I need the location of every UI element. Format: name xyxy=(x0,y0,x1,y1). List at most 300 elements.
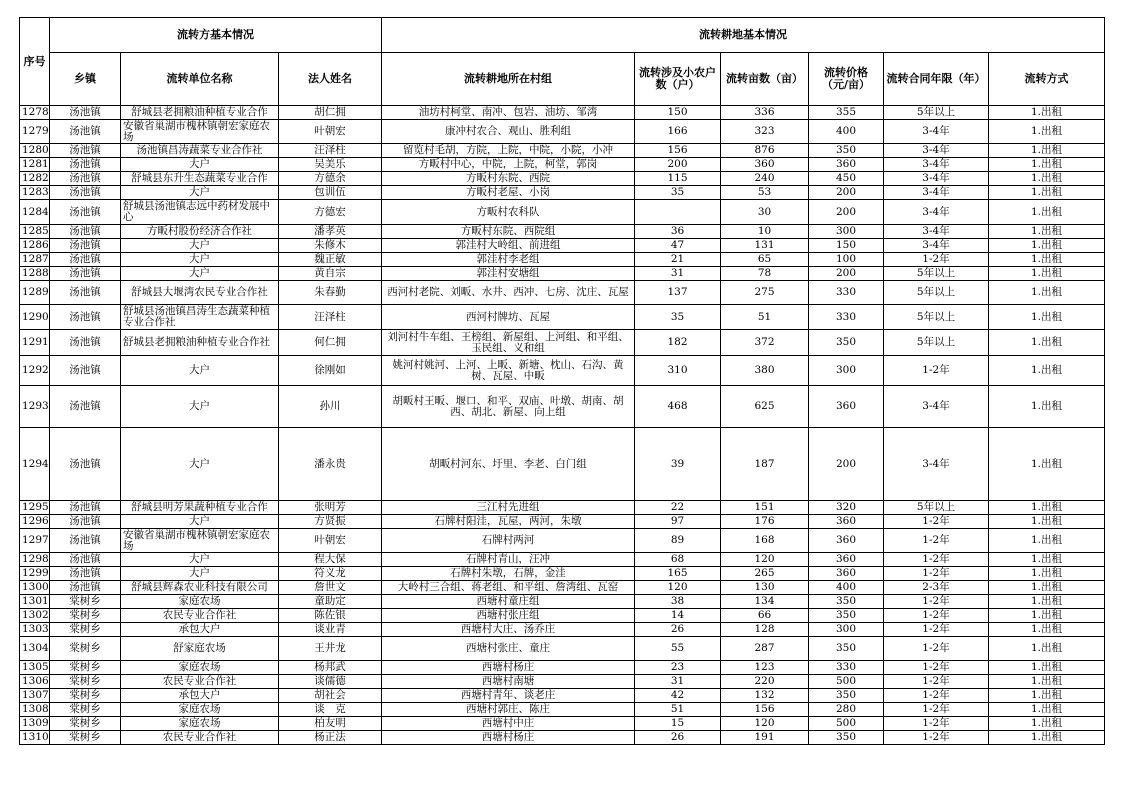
table-row xyxy=(20,120,1105,144)
unit-name-cell: 农民专业合作社 xyxy=(121,731,279,745)
unit-name-cell: 汤池镇昌涛蔬菜专业合作社 xyxy=(121,144,279,158)
town-cell: 汤池镇 xyxy=(50,356,121,386)
unit-name-cell: 大户 xyxy=(121,158,279,172)
area-cell: 360 xyxy=(721,158,809,172)
row-number: 1307 xyxy=(20,689,50,703)
table-row xyxy=(20,356,1105,386)
price-cell: 450 xyxy=(809,172,884,186)
area-cell: 380 xyxy=(721,356,809,386)
location-cell: 方畈村农科队 xyxy=(382,200,635,225)
legal-person-cell: 方德宏 xyxy=(279,200,382,225)
row-number: 1305 xyxy=(20,661,50,675)
town-cell: 汤池镇 xyxy=(50,186,121,200)
town-cell: 棠树乡 xyxy=(50,595,121,609)
town-cell: 棠树乡 xyxy=(50,703,121,717)
row-number: 1306 xyxy=(20,675,50,689)
table-row xyxy=(20,553,1105,567)
unit-name-cell: 方畈村股份经济合作社 xyxy=(121,225,279,239)
legal-person-cell: 杨邦武 xyxy=(279,661,382,675)
unit-name-cell: 舒城县老拥粮油种植专业合作社 xyxy=(121,330,279,356)
price-cell: 350 xyxy=(809,609,884,623)
households-cell: 21 xyxy=(635,253,721,267)
price-cell: 350 xyxy=(809,637,884,661)
area-cell: 30 xyxy=(721,200,809,225)
price-cell: 400 xyxy=(809,120,884,144)
method-cell: 1.出租 xyxy=(989,106,1105,120)
area-cell: 336 xyxy=(721,106,809,120)
unit-name-cell: 农民专业合作社 xyxy=(121,675,279,689)
row-number: 1294 xyxy=(20,428,50,501)
term-cell: 1-2年 xyxy=(884,637,989,661)
unit-name-cell: 大户 xyxy=(121,515,279,529)
method-cell: 1.出租 xyxy=(989,281,1105,305)
row-number: 1303 xyxy=(20,623,50,637)
households-cell: 42 xyxy=(635,689,721,703)
location-cell: 西河村牌坊、瓦屋 xyxy=(382,305,635,330)
area-cell: 275 xyxy=(721,281,809,305)
town-cell: 汤池镇 xyxy=(50,428,121,501)
households-cell: 39 xyxy=(635,428,721,501)
price-cell: 360 xyxy=(809,553,884,567)
row-number: 1301 xyxy=(20,595,50,609)
col-header-area: 流转亩数（亩） xyxy=(721,53,809,106)
location-cell: 西塘村杨庄 xyxy=(382,731,635,745)
households-cell: 31 xyxy=(635,267,721,281)
households-cell: 15 xyxy=(635,717,721,731)
price-cell: 330 xyxy=(809,305,884,330)
unit-name-cell: 承包大户 xyxy=(121,623,279,637)
legal-person-cell: 黄自宗 xyxy=(279,267,382,281)
method-cell: 1.出租 xyxy=(989,428,1105,501)
area-cell: 120 xyxy=(721,553,809,567)
legal-person-cell: 胡社会 xyxy=(279,689,382,703)
town-cell: 汤池镇 xyxy=(50,200,121,225)
table-row xyxy=(20,267,1105,281)
unit-name-cell: 家庭农场 xyxy=(121,595,279,609)
legal-person-cell: 何仁拥 xyxy=(279,330,382,356)
row-number: 1299 xyxy=(20,567,50,581)
price-cell: 200 xyxy=(809,200,884,225)
price-cell: 350 xyxy=(809,689,884,703)
method-cell: 1.出租 xyxy=(989,689,1105,703)
term-cell: 1-2年 xyxy=(884,356,989,386)
town-cell: 汤池镇 xyxy=(50,225,121,239)
unit-name-cell: 安徽省巢湖市槐林镇朝宏家庭农场 xyxy=(121,120,279,144)
term-cell: 3-4年 xyxy=(884,158,989,172)
method-cell: 1.出租 xyxy=(989,120,1105,144)
term-cell: 1-2年 xyxy=(884,253,989,267)
method-cell: 1.出租 xyxy=(989,330,1105,356)
method-cell: 1.出租 xyxy=(989,703,1105,717)
method-cell: 1.出租 xyxy=(989,305,1105,330)
transferor-group-header: 流转方基本情况 xyxy=(50,18,382,53)
legal-person-cell: 詹世文 xyxy=(279,581,382,595)
table-row xyxy=(20,158,1105,172)
price-cell: 150 xyxy=(809,239,884,253)
unit-name-cell: 舒城县大堰湾农民专业合作社 xyxy=(121,281,279,305)
method-cell: 1.出租 xyxy=(989,515,1105,529)
term-cell: 1-2年 xyxy=(884,609,989,623)
row-number: 1295 xyxy=(20,501,50,515)
col-header-town: 乡镇 xyxy=(50,53,121,106)
term-cell: 1-2年 xyxy=(884,623,989,637)
households-cell: 182 xyxy=(635,330,721,356)
legal-person-cell: 童助定 xyxy=(279,595,382,609)
town-cell: 汤池镇 xyxy=(50,553,121,567)
row-number: 1309 xyxy=(20,717,50,731)
method-cell: 1.出租 xyxy=(989,623,1105,637)
col-header-method: 流转方式 xyxy=(989,53,1105,106)
table-row xyxy=(20,637,1105,661)
town-cell: 汤池镇 xyxy=(50,253,121,267)
town-cell: 汤池镇 xyxy=(50,281,121,305)
method-cell: 1.出租 xyxy=(989,581,1105,595)
unit-name-cell: 家庭农场 xyxy=(121,703,279,717)
legal-person-cell: 吴美乐 xyxy=(279,158,382,172)
location-cell: 刘河村牛车组、王榜组、新屋组、上河组、和平组、玉民组、义和组 xyxy=(382,330,635,356)
row-number: 1280 xyxy=(20,144,50,158)
legal-person-cell: 方德余 xyxy=(279,172,382,186)
town-cell: 棠树乡 xyxy=(50,675,121,689)
area-cell: 176 xyxy=(721,515,809,529)
legal-person-cell: 陈佐银 xyxy=(279,609,382,623)
row-number: 1300 xyxy=(20,581,50,595)
households-cell: 97 xyxy=(635,515,721,529)
price-cell: 330 xyxy=(809,661,884,675)
households-cell: 51 xyxy=(635,703,721,717)
area-cell: 120 xyxy=(721,717,809,731)
location-cell: 胡畈村王畈、堰口、和平、双庙、叶墩、胡南、胡西、胡北、新屋、向上组 xyxy=(382,386,635,428)
method-cell: 1.出租 xyxy=(989,267,1105,281)
price-cell: 360 xyxy=(809,529,884,553)
households-cell: 468 xyxy=(635,386,721,428)
row-number: 1302 xyxy=(20,609,50,623)
area-cell: 220 xyxy=(721,675,809,689)
row-number: 1285 xyxy=(20,225,50,239)
location-cell: 石牌村阳洼，瓦屋，两河，朱墩 xyxy=(382,515,635,529)
area-cell: 134 xyxy=(721,595,809,609)
term-cell: 2-3年 xyxy=(884,581,989,595)
town-cell: 汤池镇 xyxy=(50,120,121,144)
price-cell: 350 xyxy=(809,330,884,356)
town-cell: 汤池镇 xyxy=(50,106,121,120)
term-cell: 3-4年 xyxy=(884,144,989,158)
term-cell: 3-4年 xyxy=(884,172,989,186)
town-cell: 棠树乡 xyxy=(50,731,121,745)
term-cell: 1-2年 xyxy=(884,675,989,689)
area-cell: 65 xyxy=(721,253,809,267)
row-number: 1304 xyxy=(20,637,50,661)
location-cell: 石牌村朱墩，石牌，金洼 xyxy=(382,567,635,581)
legal-person-cell: 魏正敏 xyxy=(279,253,382,267)
col-header-term: 流转合同年限（年） xyxy=(884,53,989,106)
households-cell: 310 xyxy=(635,356,721,386)
legal-person-cell: 徐刚如 xyxy=(279,356,382,386)
legal-person-cell: 方贤振 xyxy=(279,515,382,529)
town-cell: 棠树乡 xyxy=(50,637,121,661)
legal-person-cell: 孙川 xyxy=(279,386,382,428)
table-row xyxy=(20,717,1105,731)
location-cell: 留览村毛胡，方院，上院，中院，小院，小冲 xyxy=(382,144,635,158)
term-cell: 3-4年 xyxy=(884,200,989,225)
town-cell: 汤池镇 xyxy=(50,172,121,186)
table-row xyxy=(20,281,1105,305)
unit-name-cell: 大户 xyxy=(121,186,279,200)
town-cell: 汤池镇 xyxy=(50,567,121,581)
area-cell: 128 xyxy=(721,623,809,637)
area-cell: 372 xyxy=(721,330,809,356)
table-row xyxy=(20,225,1105,239)
row-number: 1310 xyxy=(20,731,50,745)
area-cell: 130 xyxy=(721,581,809,595)
households-cell: 47 xyxy=(635,239,721,253)
households-cell: 200 xyxy=(635,158,721,172)
area-cell: 66 xyxy=(721,609,809,623)
term-cell: 3-4年 xyxy=(884,386,989,428)
area-cell: 151 xyxy=(721,501,809,515)
legal-person-cell: 张明芳 xyxy=(279,501,382,515)
price-cell: 300 xyxy=(809,225,884,239)
legal-person-cell: 程大保 xyxy=(279,553,382,567)
term-cell: 1-2年 xyxy=(884,567,989,581)
price-cell: 280 xyxy=(809,703,884,717)
term-cell: 1-2年 xyxy=(884,717,989,731)
method-cell: 1.出租 xyxy=(989,529,1105,553)
households-cell: 89 xyxy=(635,529,721,553)
price-cell: 360 xyxy=(809,158,884,172)
table-row xyxy=(20,731,1105,745)
row-number: 1288 xyxy=(20,267,50,281)
unit-name-cell: 大户 xyxy=(121,267,279,281)
unit-name-cell: 舒城县汤池镇志远中药材发展中心 xyxy=(121,200,279,225)
term-cell: 5年以上 xyxy=(884,106,989,120)
legal-person-cell: 朱修木 xyxy=(279,239,382,253)
unit-name-cell: 舒家庭农场 xyxy=(121,637,279,661)
unit-name-cell: 舒城县东升生态蔬菜专业合作 xyxy=(121,172,279,186)
town-cell: 汤池镇 xyxy=(50,267,121,281)
term-cell: 1-2年 xyxy=(884,731,989,745)
table-row xyxy=(20,501,1105,515)
method-cell: 1.出租 xyxy=(989,200,1105,225)
households-cell: 35 xyxy=(635,305,721,330)
table-row xyxy=(20,386,1105,428)
term-cell: 1-2年 xyxy=(884,515,989,529)
location-cell: 郭洼村李老组 xyxy=(382,253,635,267)
households-cell: 166 xyxy=(635,120,721,144)
method-cell: 1.出租 xyxy=(989,225,1105,239)
table-row xyxy=(20,144,1105,158)
price-cell: 500 xyxy=(809,717,884,731)
legal-person-cell: 潘孝英 xyxy=(279,225,382,239)
area-cell: 78 xyxy=(721,267,809,281)
method-cell: 1.出租 xyxy=(989,675,1105,689)
term-cell: 5年以上 xyxy=(884,501,989,515)
area-cell: 191 xyxy=(721,731,809,745)
price-cell: 300 xyxy=(809,356,884,386)
town-cell: 汤池镇 xyxy=(50,501,121,515)
row-number: 1279 xyxy=(20,120,50,144)
price-cell: 350 xyxy=(809,731,884,745)
location-cell: 西塘村中庄 xyxy=(382,717,635,731)
location-cell: 方畈村中心，中院，上院，柯堂，郭岗 xyxy=(382,158,635,172)
table-row xyxy=(20,186,1105,200)
legal-person-cell: 符义龙 xyxy=(279,567,382,581)
unit-name-cell: 大户 xyxy=(121,553,279,567)
table-row xyxy=(20,529,1105,553)
table-row xyxy=(20,305,1105,330)
legal-person-cell: 王井龙 xyxy=(279,637,382,661)
area-cell: 168 xyxy=(721,529,809,553)
location-cell: 西塘村郭庄、陈庄 xyxy=(382,703,635,717)
col-header-location: 流转耕地所在村组 xyxy=(382,53,635,106)
legal-person-cell: 谈业青 xyxy=(279,623,382,637)
table-row xyxy=(20,623,1105,637)
location-cell: 西塘村大庄、汤乔庄 xyxy=(382,623,635,637)
method-cell: 1.出租 xyxy=(989,595,1105,609)
method-cell: 1.出租 xyxy=(989,144,1105,158)
unit-name-cell: 舒城县辉森农业科技有限公司 xyxy=(121,581,279,595)
location-cell: 西塘村杨庄 xyxy=(382,661,635,675)
row-number: 1284 xyxy=(20,200,50,225)
term-cell: 5年以上 xyxy=(884,330,989,356)
term-cell: 1-2年 xyxy=(884,595,989,609)
table-row xyxy=(20,595,1105,609)
legal-person-cell: 汪泽柱 xyxy=(279,144,382,158)
households-cell: 35 xyxy=(635,186,721,200)
table-row xyxy=(20,330,1105,356)
households-cell: 55 xyxy=(635,637,721,661)
location-cell: 方畈村老屋、小岗 xyxy=(382,186,635,200)
term-cell: 5年以上 xyxy=(884,281,989,305)
term-cell: 3-4年 xyxy=(884,120,989,144)
households-cell xyxy=(635,200,721,225)
town-cell: 棠树乡 xyxy=(50,623,121,637)
row-number: 1283 xyxy=(20,186,50,200)
legal-person-cell: 杨正法 xyxy=(279,731,382,745)
col-header-price: 流转价格（元/亩） xyxy=(809,53,884,106)
term-cell: 5年以上 xyxy=(884,305,989,330)
town-cell: 棠树乡 xyxy=(50,717,121,731)
location-cell: 郭洼村大岭组、前进组 xyxy=(382,239,635,253)
term-cell: 3-4年 xyxy=(884,225,989,239)
legal-person-cell: 潘永贵 xyxy=(279,428,382,501)
method-cell: 1.出租 xyxy=(989,567,1105,581)
households-cell: 120 xyxy=(635,581,721,595)
legal-person-cell: 叶朝宏 xyxy=(279,120,382,144)
method-cell: 1.出租 xyxy=(989,158,1105,172)
unit-name-cell: 农民专业合作社 xyxy=(121,609,279,623)
method-cell: 1.出租 xyxy=(989,609,1105,623)
area-cell: 156 xyxy=(721,703,809,717)
term-cell: 3-4年 xyxy=(884,239,989,253)
town-cell: 汤池镇 xyxy=(50,158,121,172)
unit-name-cell: 家庭农场 xyxy=(121,717,279,731)
legal-person-cell: 胡仁拥 xyxy=(279,106,382,120)
location-cell: 西河村老院、刘畈、水井、西冲、七房、沈庄、瓦屋 xyxy=(382,281,635,305)
area-cell: 287 xyxy=(721,637,809,661)
table-row xyxy=(20,567,1105,581)
location-cell: 康冲村农合、观山、胜利组 xyxy=(382,120,635,144)
households-cell: 150 xyxy=(635,106,721,120)
area-cell: 323 xyxy=(721,120,809,144)
price-cell: 500 xyxy=(809,675,884,689)
price-cell: 330 xyxy=(809,281,884,305)
town-cell: 棠树乡 xyxy=(50,661,121,675)
term-cell: 3-4年 xyxy=(884,428,989,501)
price-cell: 100 xyxy=(809,253,884,267)
location-cell: 油坊村柯堂、南冲、包岩、油坊、邹湾 xyxy=(382,106,635,120)
price-cell: 200 xyxy=(809,186,884,200)
households-cell: 31 xyxy=(635,675,721,689)
location-cell: 方畈村东院、西院组 xyxy=(382,225,635,239)
area-cell: 132 xyxy=(721,689,809,703)
households-cell: 156 xyxy=(635,144,721,158)
area-cell: 53 xyxy=(721,186,809,200)
unit-name-cell: 大户 xyxy=(121,567,279,581)
term-cell: 1-2年 xyxy=(884,553,989,567)
price-cell: 300 xyxy=(809,623,884,637)
price-cell: 360 xyxy=(809,515,884,529)
unit-name-cell: 家庭农场 xyxy=(121,661,279,675)
legal-person-cell: 柏友明 xyxy=(279,717,382,731)
town-cell: 汤池镇 xyxy=(50,330,121,356)
price-cell: 200 xyxy=(809,428,884,501)
area-cell: 51 xyxy=(721,305,809,330)
table-row xyxy=(20,661,1105,675)
term-cell: 1-2年 xyxy=(884,703,989,717)
area-cell: 187 xyxy=(721,428,809,501)
location-cell: 石牌村青山，汪冲 xyxy=(382,553,635,567)
unit-name-cell: 承包大户 xyxy=(121,689,279,703)
town-cell: 汤池镇 xyxy=(50,581,121,595)
town-cell: 汤池镇 xyxy=(50,144,121,158)
households-cell: 26 xyxy=(635,731,721,745)
location-cell: 郭洼村安塘组 xyxy=(382,267,635,281)
area-cell: 876 xyxy=(721,144,809,158)
location-cell: 大岭村三合组、蒋老组、和平组、詹湾组、瓦窑 xyxy=(382,581,635,595)
price-cell: 320 xyxy=(809,501,884,515)
row-number: 1282 xyxy=(20,172,50,186)
land-transfer-table xyxy=(19,17,1105,745)
households-cell: 68 xyxy=(635,553,721,567)
location-cell: 西塘村南塘 xyxy=(382,675,635,689)
households-cell: 22 xyxy=(635,501,721,515)
unit-name-cell: 舒城县汤池镇昌涛生态蔬菜种植专业合作社 xyxy=(121,305,279,330)
row-number: 1289 xyxy=(20,281,50,305)
location-cell: 西塘村张庄组 xyxy=(382,609,635,623)
table-row xyxy=(20,239,1105,253)
table-row xyxy=(20,106,1105,120)
legal-person-cell: 谈 克 xyxy=(279,703,382,717)
price-cell: 355 xyxy=(809,106,884,120)
method-cell: 1.出租 xyxy=(989,553,1105,567)
method-cell: 1.出租 xyxy=(989,253,1105,267)
table-row xyxy=(20,515,1105,529)
table-row xyxy=(20,609,1105,623)
term-cell: 3-4年 xyxy=(884,186,989,200)
town-cell: 汤池镇 xyxy=(50,529,121,553)
method-cell: 1.出租 xyxy=(989,501,1105,515)
location-cell: 石牌村两河 xyxy=(382,529,635,553)
households-cell: 14 xyxy=(635,609,721,623)
row-number: 1298 xyxy=(20,553,50,567)
area-cell: 240 xyxy=(721,172,809,186)
method-cell: 1.出租 xyxy=(989,717,1105,731)
location-cell: 西塘村童庄组 xyxy=(382,595,635,609)
area-cell: 265 xyxy=(721,567,809,581)
row-number: 1278 xyxy=(20,106,50,120)
col-header-households: 流转涉及小农户数（户） xyxy=(635,53,721,106)
